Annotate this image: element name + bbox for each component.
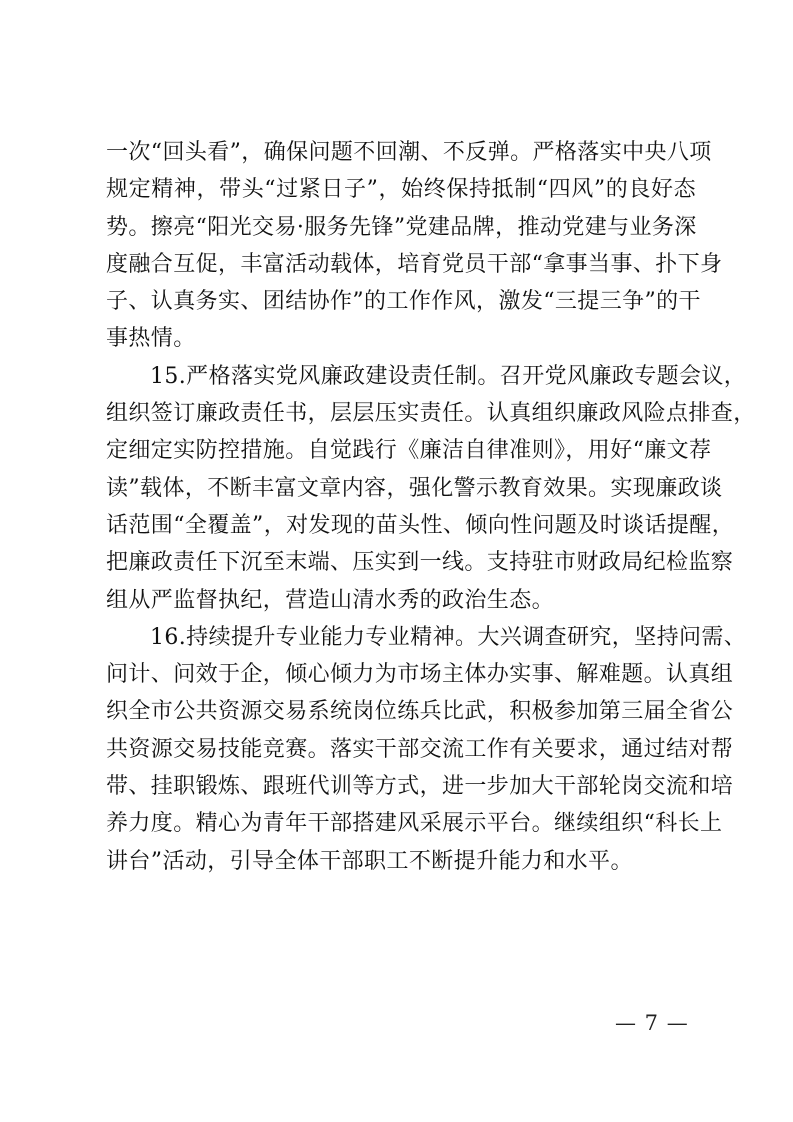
page-number: — 7 — bbox=[615, 1011, 689, 1035]
text-line: 共资源交易技能竞赛。落实干部交流工作有关要求，通过结对帮 bbox=[106, 736, 734, 762]
text-line: 话范围“全覆盖”，对发现的苗头性、倾向性问题及时谈话提醒， bbox=[106, 512, 735, 538]
text-line: 读”载体，不断丰富文章内容，强化警示教育效果。实现廉政谈 bbox=[106, 475, 723, 501]
text-line: 织全市公共资源交易系统岗位练兵比武，积极参加第三届全省公 bbox=[106, 699, 734, 725]
text-line: 问计、问效于企，倾心倾力为市场主体办实事、解难题。认真组 bbox=[106, 662, 734, 688]
text-line: 把廉政责任下沉至末端、压实到一线。支持驻市财政局纪检监察 bbox=[106, 550, 734, 576]
body-text bbox=[106, 134, 756, 880]
text-line: 规定精神，带头“过紧日子”，始终保持抵制“四风”的良好态 bbox=[106, 177, 696, 203]
text-line: 定细定实防控措施。自觉践行《廉洁自律准则》，用好“廉文荐 bbox=[106, 438, 712, 464]
text-line: 势。擦亮“阳光交易·服务先锋”党建品牌，推动党建与业务深 bbox=[106, 214, 697, 240]
text-line: 16.持续提升专业能力专业精神。大兴调查研究，坚持问需、 bbox=[150, 624, 747, 650]
text-line: 子、认真务实、团结协作”的工作作风，激发“三提三争”的干 bbox=[106, 289, 701, 315]
text-line: 组织签订廉政责任书，层层压实责任。认真组织廉政风险点排查， bbox=[106, 401, 756, 427]
text-line: 养力度。精心为青年干部搭建风采展示平台。继续组织“科长上 bbox=[106, 811, 723, 837]
text-line: 带、挂职锻炼、跟班代训等方式，进一步加大干部轮岗交流和培 bbox=[106, 774, 734, 800]
paragraph-party-conduct bbox=[106, 134, 723, 358]
paragraph-item-15 bbox=[106, 358, 756, 619]
text-line: 一次“回头看”，确保问题不回潮、不反弹。严格落实中央八项 bbox=[106, 140, 712, 165]
text-line: 15.严格落实党风廉政建设责任制。召开党风廉政专题会议， bbox=[150, 363, 747, 389]
paragraph-item-16 bbox=[106, 619, 747, 880]
text-line: 事热情。 bbox=[106, 326, 196, 352]
text-line: 度融合互促，丰富活动载体，培育党员干部“拿事当事、扑下身 bbox=[106, 251, 723, 277]
text-line: 讲台”活动，引导全体干部职工不断提升能力和水平。 bbox=[106, 848, 633, 874]
text-line: 组从严监督执纪，营造山清水秀的政治生态。 bbox=[106, 587, 555, 613]
